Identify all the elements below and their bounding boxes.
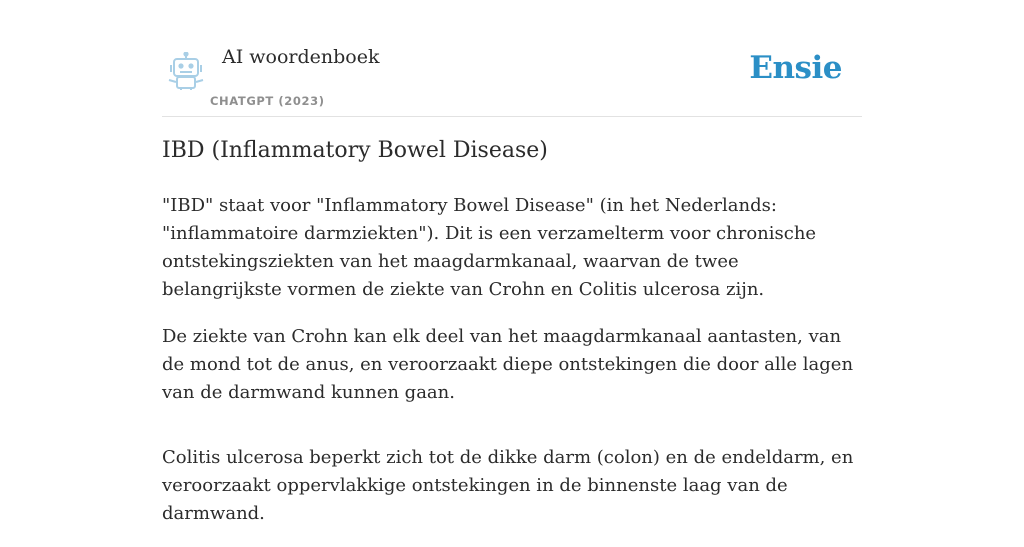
- source-header: [162, 40, 862, 117]
- entry-paragraph: Colitis ulcerosa beperkt zich tot de dikke darm (colon) en de endeldarm, en veroorzaakt oppervlakkige ontstekingen in de binnenste laag van de darmwand.: [162, 447, 854, 524]
- entry-paragraph: "IBD" staat voor "Inflammatory Bowel Disease" (in het Nederlands: "inflammatoire darmziekten"). Dit is een verzamelterm voor chronische ontstekingsziekten van het maagdarmkanaal, waarvan de twee belangrijkste vormen de ziekte van Crohn en Colitis ulcerosa zijn.: [162, 195, 817, 300]
- entry-term: IBD (Inflammatory Bowel Disease): [162, 138, 548, 163]
- brand-logo[interactable]: Ensie: [749, 50, 842, 86]
- source-title[interactable]: AI woordenboek: [222, 46, 380, 68]
- source-subtitle: CHATGPT (2023): [210, 94, 325, 108]
- robot-icon: [166, 52, 206, 90]
- entry-body: [162, 192, 862, 547]
- entry-paragraph: De ziekte van Crohn kan elk deel van het maagdarmkanaal aantasten, van de mond tot de anus, en veroorzaakt diepe ontstekingen die door alle lagen van de darmwand kunnen gaan.: [162, 326, 854, 403]
